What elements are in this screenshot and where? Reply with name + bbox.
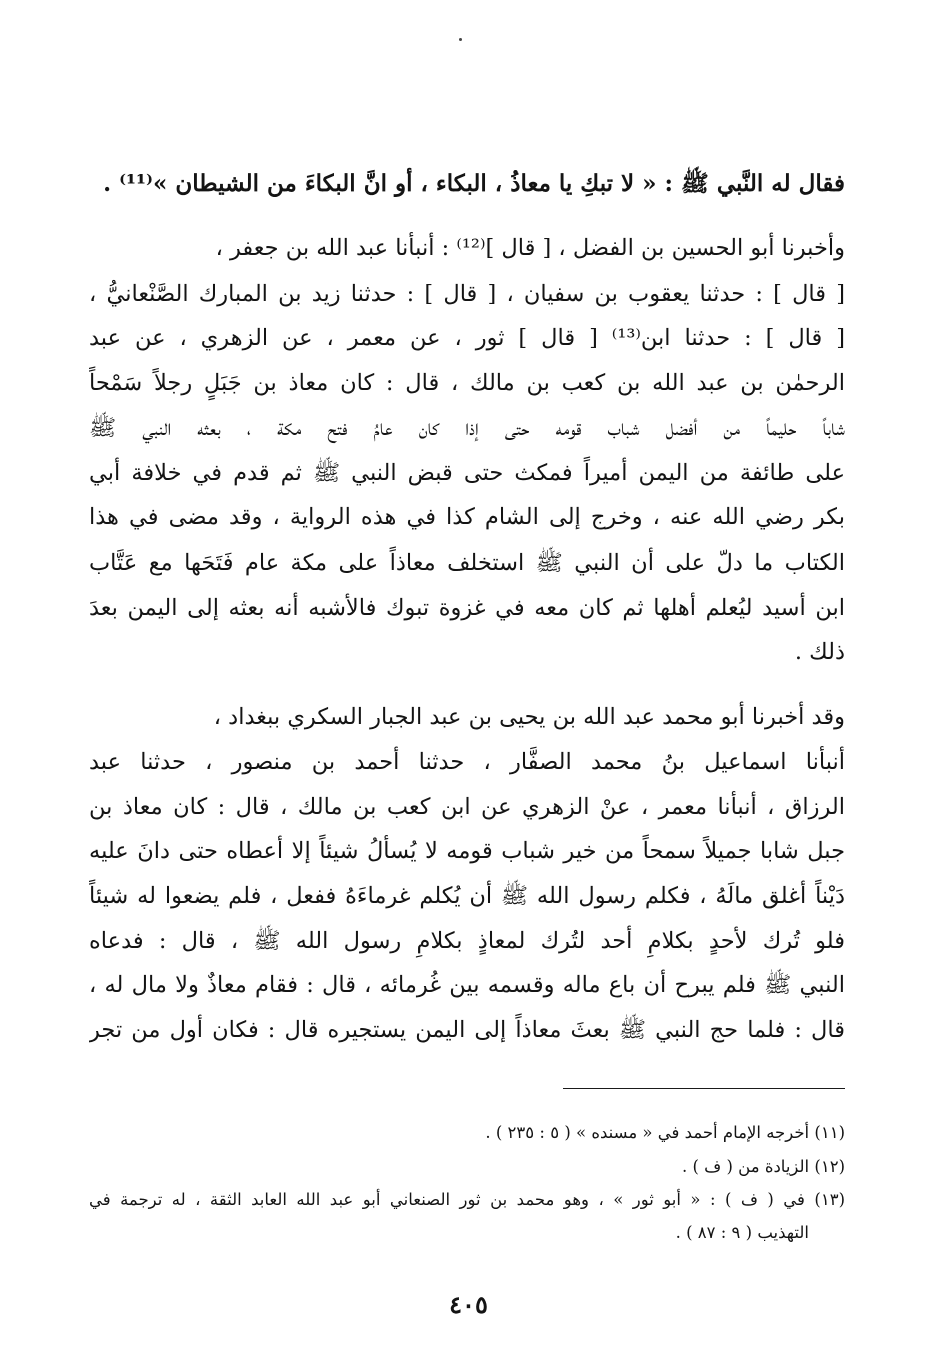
text-line: وقد أخبرنا أبو محمد عبد الله بن يحيى بن عبد الجبار السكري ببغداد ، <box>213 704 845 730</box>
text-line: [ قال ] : حدثنا ابن⁽¹³⁾ [ قال ] ثور ، عن معمر ، عن الزهري ، عن عبد <box>89 325 845 351</box>
text-line: جبل شابا جميلاً سمحاً من خير شباب قومه لا يُسألُ شيئاً إلا أعطاه حتى دانَ عليه <box>89 838 845 864</box>
page-number: ٤٠٥ <box>449 1290 488 1319</box>
text-line: الرزاق ، أنبأنا معمر ، عنْ الزهري عن ابن كعب بن مالك ، قال : كان معاذ بن <box>89 794 845 820</box>
text-line: أنبأنا اسماعيل بنُ محمد الصفَّار ، حدثنا أحمد بن منصور ، حدثنا عبد <box>89 749 845 775</box>
text-line: [ قال ] : حدثنا يعقوب بن سفيان ، [ قال ] : حدثنا زيد بن المبارك الصَّنْعانيُّ ، <box>89 281 845 307</box>
text-line: وأخبرنا أبو الحسين بن الفضل ، [ قال ]⁽¹²⁾ : أنبأنا عبد الله بن جعفر ، <box>215 235 845 261</box>
text-line: النبي ﷺ فلم يبرح أن باع ماله وقسمه بين غُرمائه ، قال : فقام معاذٌ ولا مال له ، <box>89 972 845 998</box>
text-line: فلو تُرك لأحدٍ بكلامِ أحد لتُرك لمعاذٍ بكلامِ رسول الله ﷺ ، قال : فدعاه <box>89 928 845 954</box>
text-line: دَيْناً أغلق مالَهُ ، فكلم رسول الله ﷺ أن يُكلم غرماءَهُ ففعل ، فلم يضعوا له شيئاً <box>89 883 845 909</box>
text-line: قال : فلما حج النبي ﷺ بعثَ معاذاً إلى اليمن يستجيره قال : فكان أول من تجر <box>89 1017 845 1043</box>
footnote-12: (١٢) الزيادة من ( ف ) . <box>681 1157 845 1176</box>
footnote-11: (١١) أخرجه الإمام أحمد في « مسنده » ( ٥ : ٢٣٥ ) . <box>485 1123 845 1142</box>
footnote-13-continued: التهذيب ( ٩ : ٨٧ ) . <box>675 1223 809 1242</box>
text-line: الرحمٰن بن عبد الله بن كعب بن مالك ، قال : كان معاذ بن جَبَلٍ رجلاً سَمْحاً <box>89 370 845 396</box>
footnote-rule <box>563 1088 845 1089</box>
text-line: ابن أسيد ليُعلم أهلها ثم كان معه في غزوة تبوك فالأشبه أنه بعثه إلى اليمن بعدَ <box>89 595 845 621</box>
text-line: ذلك . <box>794 639 845 665</box>
text-line: بكر رضي الله عنه ، وخرج إلى الشام كذا في هذه الرواية ، وقد مضى في هذا <box>89 504 845 530</box>
text-line-hadith-quote: فقال له النَّبي ﷺ : « لا تبكِ يا معاذُ ، البكاء ، أو انَّ البكاءَ من الشيطان »⁽¹¹⁾ . <box>103 170 845 197</box>
text-line: على طائفة من اليمن أميراً فمكث حتى قبض النبي ﷺ ثم قدم في خلافة أبي <box>89 460 845 486</box>
text-line: شاباً حليماً من أفضل شباب قومه حتى إذا كان عامُ فتح مكة ، بعثه النبي ﷺ <box>89 415 845 441</box>
text-line: الكتاب ما دلّ على أن النبي ﷺ استخلف معاذاً على مكة عام فَتَحَها مع عَتَّاب <box>89 550 845 576</box>
scan-speck <box>459 38 462 41</box>
footnote-13: (١٣) في ( ف ) : « أبو ثور » ، وهو محمد بن ثور الصنعاني أبو عبد الله العابد الثقة ، له ترجمة في <box>89 1190 845 1209</box>
